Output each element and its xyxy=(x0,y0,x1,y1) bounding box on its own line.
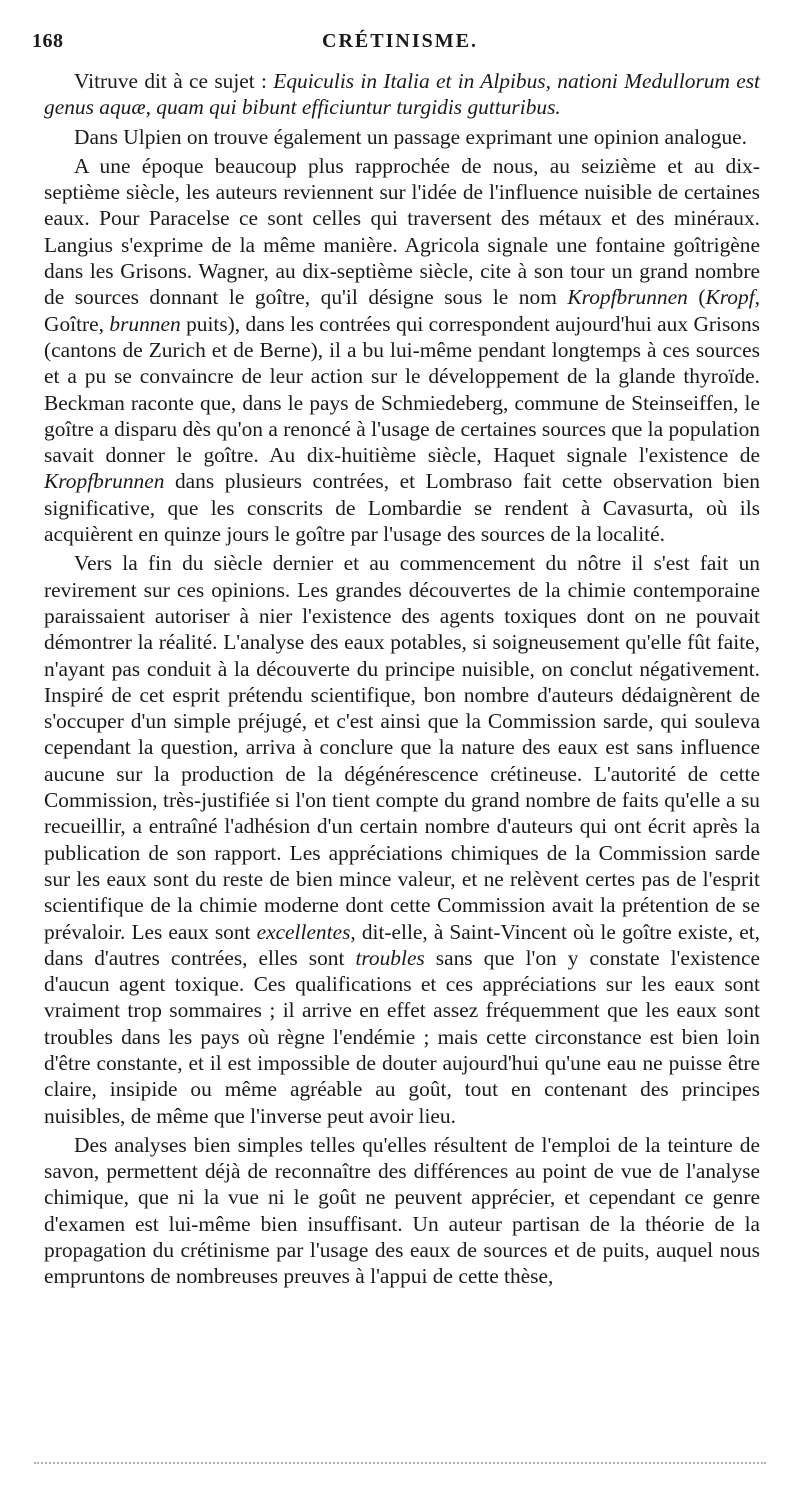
italic-text: brunnen xyxy=(109,311,181,336)
text-run: sans que l'on y constate l'existence d'aucun agent toxique. Ces qualifications et ces appréciations sur les eaux sont vraiment trop sommaires ; il arrive en effet assez fréquemment que les eaux sont troubles dans les pays où règne l'endémie ; mais cette circonstance est bien loin d'être constante, et il est impossible de douter aujourd'hui qu'une eau ne puisse être claire, insipide ou même agréable au goût, tout en contenant des principes nuisibles, de même que l'inverse peut avoir lieu. xyxy=(44,945,760,1128)
text-run: A une époque beaucoup plus rapprochée de nous, au seizième et au dix-septième siècle, les auteurs reviennent sur l'idée de l'influence nuisible de certaines eaux. Pour Paracelse ce sont celles qui traversent des métaux et des minéraux. Langius s'exprime de la même manière. Agricola signale une fontaine goîtrigène dans les Grisons. Wagner, au dix-septième siècle, cite à son tour un grand nombre de sources donnant le goître, qu'il désigne sous le nom xyxy=(44,153,760,310)
paragraph xyxy=(44,153,760,547)
text-run: ( xyxy=(687,285,706,310)
text-run: , dit-elle, à Saint-Vincent où le goître existe, et, dans d'autres contrées, elles sont xyxy=(44,919,760,970)
text-run: Des analyses bien simples telles qu'elles résultent de l'emploi de la teinture de savon, permettent déjà de reconnaître des différences au point de vue de l'analyse chimique, que ni la vue ni le goût ne peuvent apprécier, et cependant ce genre d'examen est lui-même bien insuffisant. Un auteur partisan de la théorie de la propagation du crétinisme par l'usage des eaux de sources et de puits, auquel nous empruntons de nombreuses preuves à l'appui de cette thèse, xyxy=(44,1132,760,1289)
page-number: 168 xyxy=(32,30,64,52)
paragraph xyxy=(44,550,760,1129)
text-run: Vitruve dit à ce sujet : xyxy=(74,69,274,93)
text-run: Vers la fin du siècle dernier et au commencement du nôtre il s'est fait un revirement sur ces opinions. Les grandes découvertes de la chimie contemporaine paraissaient autoriser à nier l'existence des agents toxiques dont on ne pouvait démontrer la réalité. L'analyse des eaux potables, si soigneusement qu'elle fût faite, n'ayant pas conduit à la découverte du principe nuisible, on conclut négativement. Inspiré de cet esprit prétendu scientifique, bon nombre d'auteurs dédaignèrent de s'occuper d'un simple préjugé, et c'est ainsi que la Commission sarde, qui souleva cependant la question, arriva à conclure que la nature des eaux est sans influence aucune sur la production de la dégénérescence crétineuse. L'autorité de cette Commission, très-justifiée si l'on tient compte du grand nombre de faits qu'elle a su recueillir, a entraîné l'adhésion d'un certain nombre d'auteurs qui ont écrit après la publication de son rapport. Les appréciations chimiques de la Commission sarde sur les eaux sont du reste de bien mince valeur, et ne relèvent certes pas de l'esprit scientifique de la chimie moderne dont cette Commission avait la prétention de se prévaloir. Les eaux sont xyxy=(44,551,760,944)
italic-text: Kropfbrunnen xyxy=(567,285,688,310)
paragraph xyxy=(44,124,760,150)
italic-text: Equiculis in Italia et in Alpibus, nationi Medullorum est genus aquæ, quam qui bibunt efficiuntur turgidis gutturibus. xyxy=(44,69,760,120)
body-text xyxy=(44,68,760,1293)
text-run: Dans Ulpien on trouve également un passage exprimant une opinion analogue. xyxy=(74,124,748,149)
running-head xyxy=(32,30,768,60)
italic-text: Kropf xyxy=(705,285,755,310)
text-run: , Goître, xyxy=(44,285,760,336)
italic-text: troubles xyxy=(355,945,425,970)
paragraph xyxy=(44,1132,760,1290)
text-run: puits), dans les contrées qui correspondent aujourd'hui aux Grisons (cantons de Zurich et de Berne), il a bu lui-même pendant longtemps à ces sources et a pu se convaincre de leur action sur le développement de la glande thyroïde. Beckman raconte que, dans le pays de Schmiedeberg, commune de Steinseiffen, le goître a disparu dès qu'on a renoncé à l'usage de certaines sources que la population savait donner le goître. Au dix-huitième siècle, Haquet signale l'existence de xyxy=(44,311,761,468)
text-run: dans plusieurs contrées, et Lombraso fait cette observation bien significative, que les conscrits de Lombardie se rendent à Cavasurta, où ils acquièrent en quinze jours le goître par l'usage des sources de la localité. xyxy=(44,469,760,547)
paragraph xyxy=(44,68,760,121)
footer-rule xyxy=(34,1462,766,1464)
italic-text: excellentes xyxy=(256,919,351,944)
italic-text: Kropfbrunnen xyxy=(44,469,165,494)
chapter-title: CRÉTINISME. xyxy=(322,30,478,52)
